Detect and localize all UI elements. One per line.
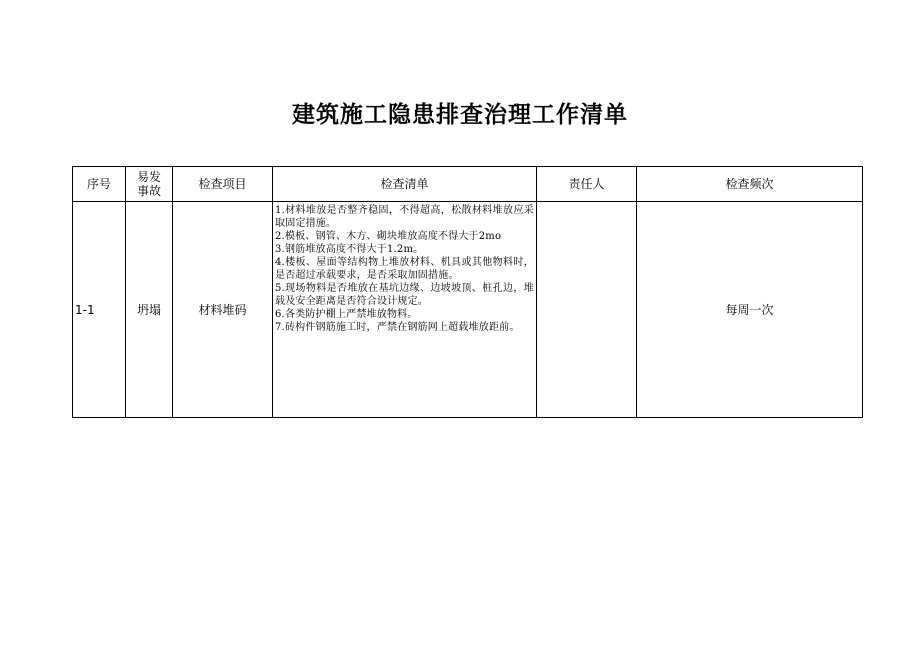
table-header-row	[73, 167, 863, 202]
checklist-items	[275, 204, 534, 334]
header-frequency: 检查频次	[637, 167, 863, 202]
header-accident	[126, 167, 173, 202]
hazard-checklist-table	[72, 166, 863, 418]
cell-checklist	[273, 202, 537, 418]
header-no: 序号	[73, 167, 126, 202]
checklist-item: 3.钢筋堆放高度不得大于1.2m。	[275, 244, 424, 255]
document-title: 建筑施工隐患排查治理工作清单	[292, 102, 628, 128]
checklist-item: 1.材料堆放是否整齐稳固，不得超高，松散材料堆放应采取固定措施。	[275, 205, 534, 229]
checklist-item: 4.楼板、屋面等结构物上堆放材料、机具或其他物料时，是否超过承载要求，是否采取加固措施。	[275, 257, 534, 281]
table-row	[73, 202, 863, 418]
checklist-item: 5.现场物料是否堆放在基坑边缘、边坡坡顶、桩孔边，堆载及安全距离是否符合设计规定。	[275, 283, 534, 307]
header-responsible: 责任人	[537, 167, 637, 202]
checklist-item: 6.各类防护棚上严禁堆放物料。	[275, 309, 418, 320]
cell-frequency: 每周一次	[637, 202, 863, 418]
checklist-item: 2.模板、钢管、木方、砌块堆放高度不得大于2mo	[275, 231, 502, 242]
cell-no: 1-1	[73, 202, 126, 418]
header-checklist: 检查清单	[273, 167, 537, 202]
header-item: 检查项目	[173, 167, 273, 202]
cell-responsible	[537, 202, 637, 418]
cell-item: 材料堆码	[173, 202, 273, 418]
cell-accident: 坍塌	[126, 202, 173, 418]
checklist-item: 7.砖构件钢筋施工时，严禁在钢筋网上超载堆放距前。	[275, 322, 520, 333]
header-accident-text: 易发 事故	[136, 170, 161, 198]
